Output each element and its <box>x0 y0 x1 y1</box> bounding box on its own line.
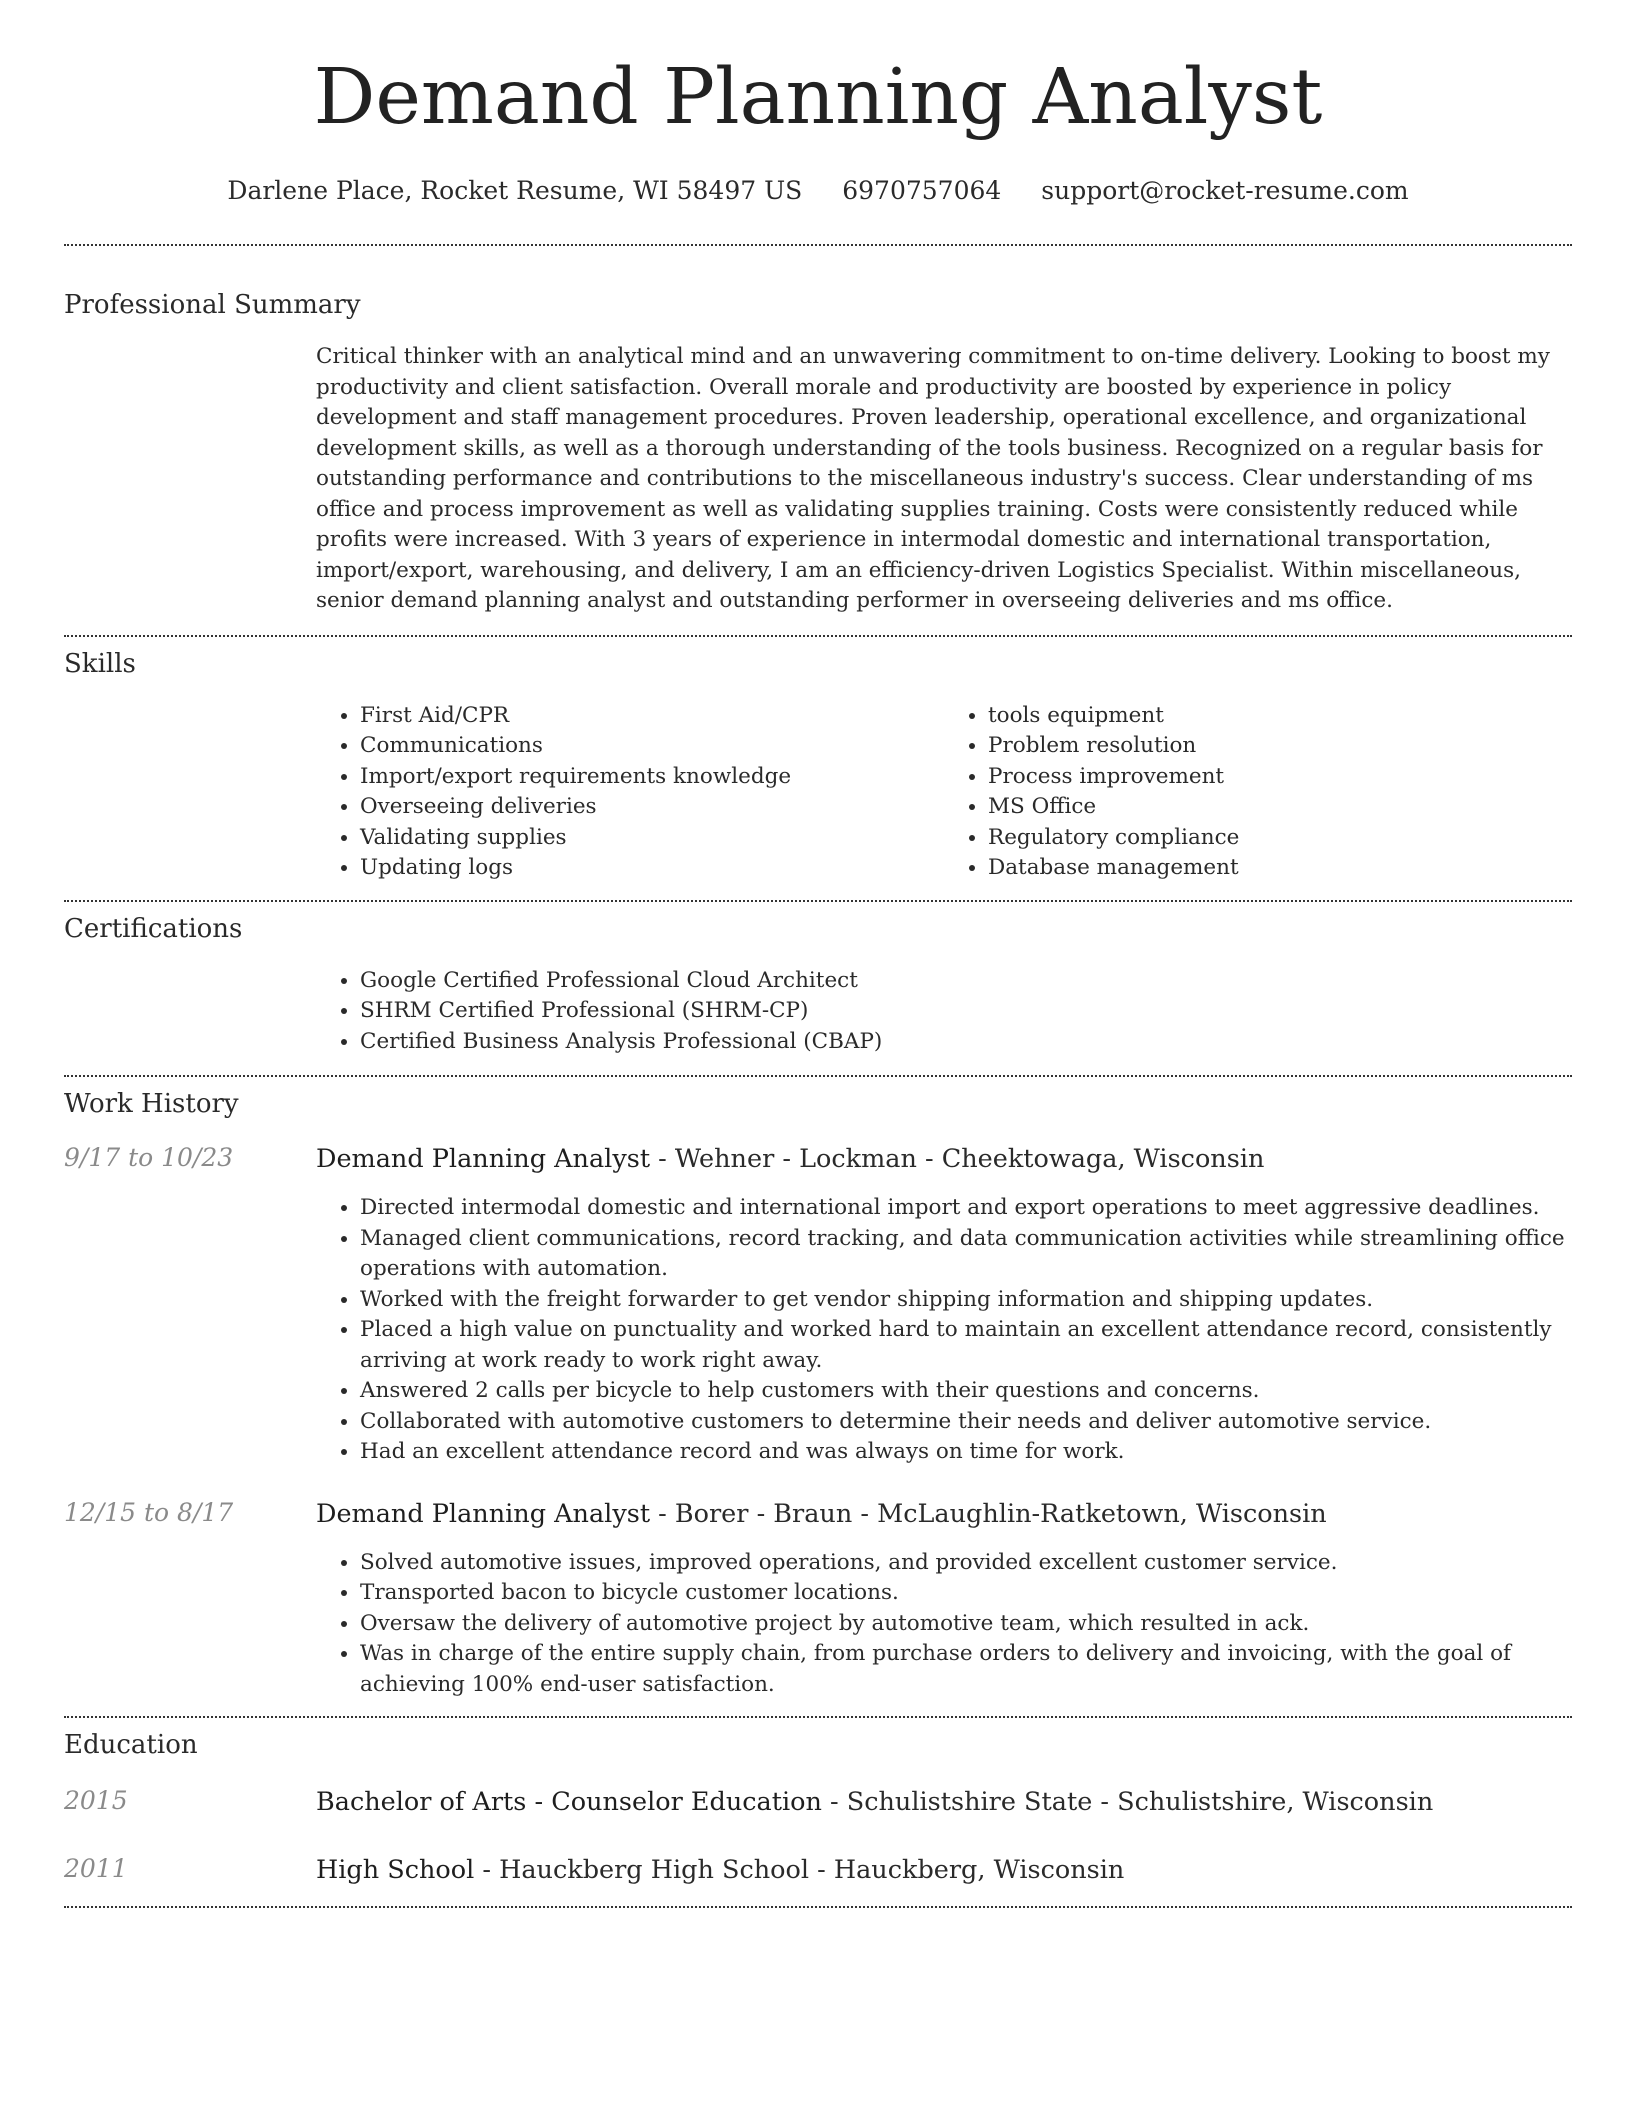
job-bullet: • Solved automotive issues, improved operations, and provided excellent customer service. <box>360 1548 1572 1579</box>
education-details: - Hauckberg High School - Hauckberg, Wisconsin <box>474 1855 1125 1885</box>
job-dates: 12/15 to 8/17 <box>64 1497 234 1527</box>
professional-summary-section <box>64 288 1572 617</box>
job-bullet: • Transported bacon to bicycle customer locations. <box>360 1578 1572 1609</box>
job-role: Demand Planning Analyst <box>316 1144 651 1174</box>
section-title: Certifications <box>64 913 243 944</box>
skill-item: • Database management <box>988 853 1572 884</box>
section-divider <box>64 900 1572 902</box>
job-heading <box>316 1143 1572 1175</box>
job-bullet: • Directed intermodal domestic and international import and export operations to meet aggressive deadlines. <box>360 1193 1572 1224</box>
job-bullets <box>316 1548 1572 1701</box>
job-bullets <box>316 1193 1572 1468</box>
education-heading <box>316 1786 1572 1818</box>
certification-item: • SHRM Certified Professional (SHRM-CP) <box>360 996 1572 1027</box>
job-heading <box>316 1498 1572 1530</box>
resume-name-title: Demand Planning Analyst <box>313 53 1323 142</box>
work-history-section <box>64 1087 1572 1700</box>
skill-item: • Validating supplies <box>360 823 944 854</box>
job-bullet: • Was in charge of the entire supply chain, from purchase orders to delivery and invoicing, with the goal of achieving 100% end-user satisfaction. <box>360 1639 1572 1700</box>
skill-item: • Process improvement <box>988 762 1572 793</box>
section-divider <box>64 244 1572 246</box>
job-bullet: • Had an excellent attendance record and was always on time for work. <box>360 1437 1572 1468</box>
certification-item: • Google Certified Professional Cloud Architect <box>360 966 1572 997</box>
certifications-section <box>64 912 1572 1058</box>
skill-item: • Problem resolution <box>988 731 1572 762</box>
skills-section <box>64 647 1572 884</box>
education-year: 2011 <box>64 1854 128 1883</box>
certification-item: • Certified Business Analysis Professional (CBAP) <box>360 1027 1572 1058</box>
job-bullet: • Worked with the freight forwarder to get vendor shipping information and shipping updates. <box>360 1285 1572 1316</box>
skill-item: • First Aid/CPR <box>360 701 944 732</box>
skills-list-left <box>316 701 944 884</box>
job-details: - Borer - Braun - McLaughlin-Ratketown, Wisconsin <box>650 1498 1327 1529</box>
job-role: Demand Planning Analyst <box>316 1498 651 1529</box>
education-degree: High School <box>316 1855 475 1885</box>
contact-line <box>64 174 1572 208</box>
education-entry <box>64 1786 1572 1818</box>
skill-item: • MS Office <box>988 792 1572 823</box>
education-year: 2015 <box>64 1786 128 1815</box>
skill-item: • Communications <box>360 731 944 762</box>
skill-item: • Regulatory compliance <box>988 823 1572 854</box>
education-details: - Schulistshire State - Schulistshire, Wisconsin <box>821 1787 1434 1817</box>
skill-item: • Overseeing deliveries <box>360 792 944 823</box>
section-title: Education <box>64 1730 198 1760</box>
education-heading <box>316 1854 1572 1886</box>
job-bullet: • Managed client communications, record tracking, and data communication activities while streamlining office operations with automation. <box>360 1224 1572 1285</box>
skill-item: • Updating logs <box>360 853 944 884</box>
section-divider <box>64 635 1572 637</box>
job-bullet: • Collaborated with automotive customers to determine their needs and deliver automotive service. <box>360 1407 1572 1438</box>
education-degree: Bachelor of Arts - Counselor Education <box>316 1787 822 1817</box>
section-title: Professional Summary <box>64 290 361 320</box>
resume-page <box>64 0 1572 1908</box>
job-entry <box>64 1143 1572 1468</box>
education-section <box>64 1728 1572 1886</box>
section-title: Skills <box>64 648 136 679</box>
section-divider <box>64 1075 1572 1077</box>
contact-phone: 6970757064 <box>842 176 1002 205</box>
section-divider <box>64 1906 1572 1908</box>
summary-text: Critical thinker with an analytical mind and an unwavering commitment to on-time delivery. Looking to boost my productivity and client satisfaction. Overall morale and productivity are boosted by experience in policy development and staff management procedures. Proven leadership, operational excellence, and organizational development skills, as well as a thorough understanding of the tools business. Recognized on a regular basis for outstanding performance and contributions to the miscellaneous industry's success. Clear understanding of ms office and process improvement as well as validating supplies training. Costs were consistently reduced while profits were increased. With 3 years of experience in intermodal domestic and international transportation, import/export, warehousing, and delivery, I am an efficiency-driven Logistics Specialist. Within miscellaneous, senior demand planning analyst and outstanding performer in overseeing deliveries and ms office. <box>316 344 1550 613</box>
education-entry <box>64 1854 1572 1886</box>
certifications-list <box>316 966 1572 1058</box>
job-bullet: • Answered 2 calls per bicycle to help customers with their questions and concerns. <box>360 1376 1572 1407</box>
section-title: Work History <box>64 1089 239 1119</box>
job-bullet: • Placed a high value on punctuality and worked hard to maintain an excellent attendance record, consistently arriving at work ready to work right away. <box>360 1315 1572 1376</box>
job-details: - Wehner - Lockman - Cheektowaga, Wisconsin <box>650 1144 1265 1174</box>
skill-item: • Import/export requirements knowledge <box>360 762 944 793</box>
job-dates: 9/17 to 10/23 <box>64 1143 234 1172</box>
contact-email: support@rocket-resume.com <box>1041 176 1409 205</box>
section-divider <box>64 1716 1572 1718</box>
job-entry <box>64 1498 1572 1701</box>
contact-address: Darlene Place, Rocket Resume, WI 58497 US <box>227 176 803 205</box>
job-bullet: • Oversaw the delivery of automotive project by automotive team, which resulted in ack. <box>360 1609 1572 1640</box>
skill-item: • tools equipment <box>988 701 1572 732</box>
skills-list-right <box>944 701 1572 884</box>
